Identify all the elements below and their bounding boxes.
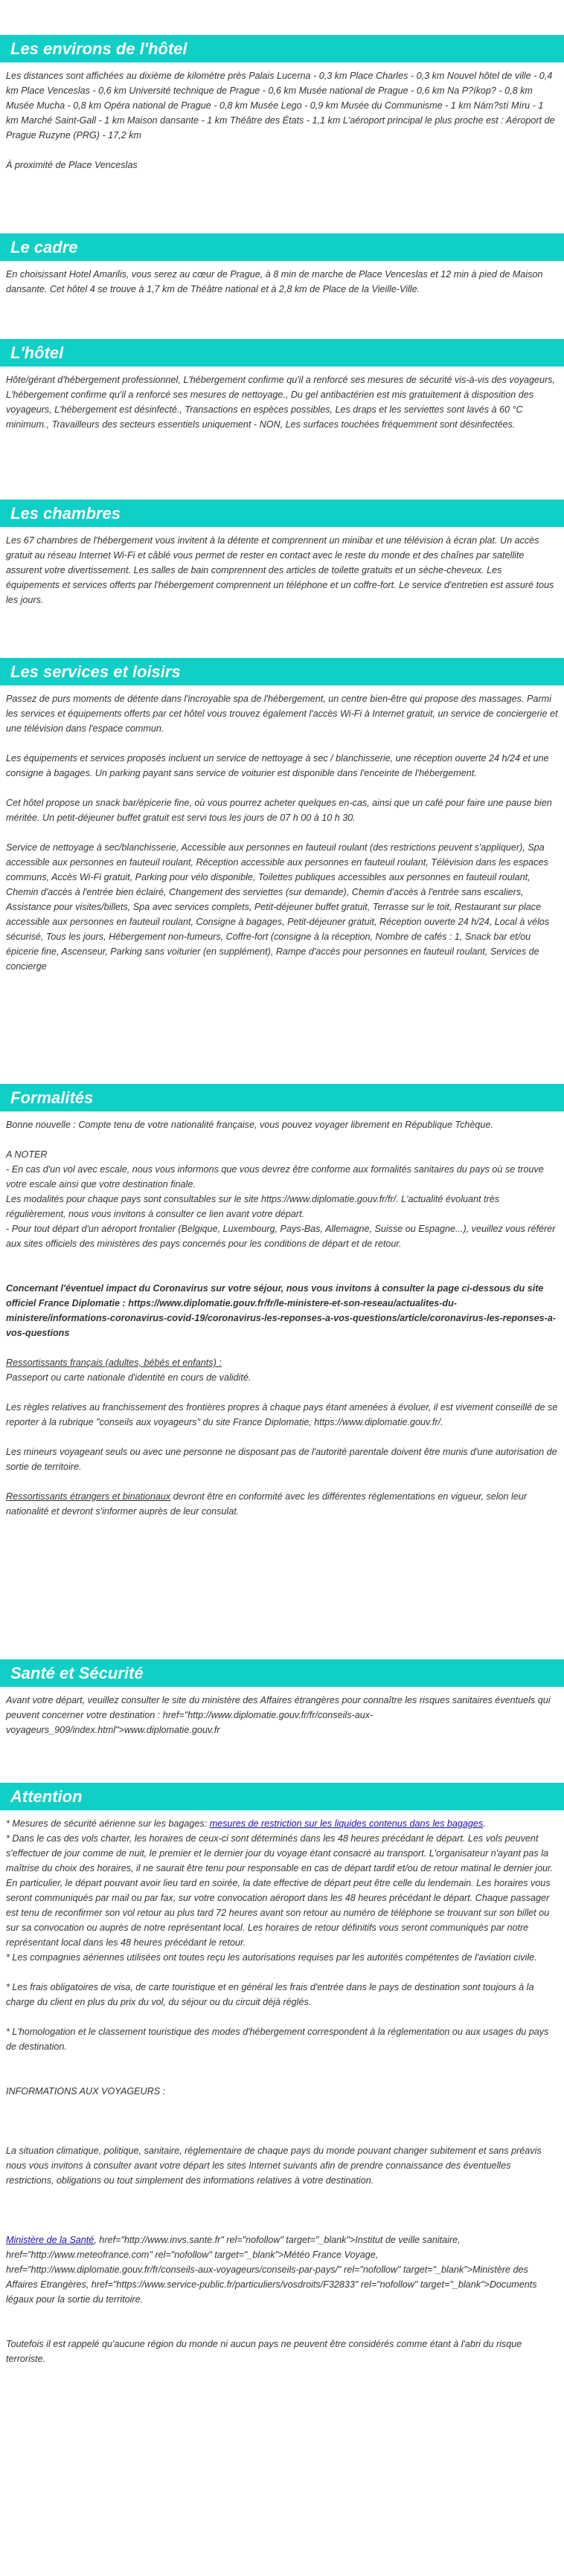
section-formalites [0,1084,564,1534]
section-title: Les services et loisirs [0,658,564,685]
paragraph: Les 67 chambres de l'hébergement vous invitent à la détente et comprennent un minibar et une télévision à écran plat. Un accès gratuit au réseau Internet Wi-Fi et câblé vous permet de rester en contact avec le reste du monde et des chaînes par satellite assurent votre divertissement. Les salles de bain comprennent des articles de toilette gratuits et un sèche-cheveux. Les équipements et services offerts par l'hébergement comprennent un téléphone et un coffre-fort. Le service d'entretien est assuré tous les jours. [6,535,554,605]
paragraph: Bonne nouvelle : Compte tenu de votre nationalité française, vous pouvez voyager librement en République Tchèque. [6,1120,493,1130]
links-text: , href="http://www.invs.sante.fr" rel="nofollow" target="_blank">Institut de veille sanitaire, href="http://www.meteofrance.com" rel="nofollow" target="_blank">Météo France Voyage, href="http://www.diplomatie.gouv.fr/fr/conseils-aux-voyageurs/conseils-par-pays/" rel="nofollow" target="_blank">Ministère des Affaires Etrangères, href="https://www.service-public.fr/particuliers/vosdroits/F32833" rel="nofollow" target="_blank">Documents légaux pour la sortie du territoire. [6,2235,537,2305]
paragraph: * L'homologation et le classement touristique des modes d'hébergement correspondent à la réglementation ou aux usages du pays de destination. [6,2027,549,2052]
paragraph: * Les compagnies aériennes utilisées ont toutes reçu les autorisations requises par les autorités compétentes de l'aviation civile. [6,1952,537,1963]
paragraph: Passez de purs moments de détente dans l'incroyable spa de l'hébergement, un centre bien-être qui propose des massages. Parmi les services et équipements offerts par cet hôtel vous trouvez également l'accès Wi-Fi à Internet gratuit, un service de conciergerie et une télévision dans l'espace commun. [6,694,558,734]
paragraph: Les distances sont affichées au dixième de kilomètre près Palais Lucerna - 0,3 km Place Charles - 0,3 km Nouvel hôtel de ville - 0,4 km Place Venceslas - 0,6 km Université technique de Prague - 0,6 km Musée national de Prague - 0,6 km Na P?íkop? - 0,8 km Musée Mucha - 0,8 km Opéra national de Prague - 0,8 km Musée Lego - 0,9 km Musée du Communisme - 1 km Nám?stí Míru - 1 km Marché Saint-Gall - 1 km Maison dansante - 1 km Théâtre des États - 1,1 km L'aéroport principal le plus proche est : Aéroport de Prague Ruzyne (PRG) - 17,2 km [6,71,555,141]
paragraph: Cet hôtel propose un snack bar/épicerie fine, où vous pourrez acheter quelques en-cas, ainsi que un café pour faire une pause bien méritée. Un petit-déjeuner buffet gratuit est servi tous les jours de 07 h 00 à 10 h 30. [6,798,552,823]
section-chambres [0,500,564,622]
paragraph: * Les frais obligatoires de visa, de carte touristique et en général les frais d'entrée dans le pays de destination sont toujours à la charge du client en plus du prix du vol, du séjour ou du circuit déjà réglés. [6,1982,534,2007]
paragraph: À proximité de Place Venceslas [6,160,138,170]
section-title: Le cadre [0,233,564,261]
paragraph [6,2233,558,2307]
paragraph: Les règles relatives au franchissement des frontières propres à chaque pays étant amenées à évoluer, il est vivement conseillé de se reporter à la rubrique "conseils aux voyageurs" du site France Diplomatie, https://www.diplomatie.gouv.fr/. [6,1402,558,1427]
paragraph: Les équipements et services proposés incluent un service de nettoyage à sec / blanchisserie, une réception ouverte 24 h/24 et une consigne à bagages. Un parking payant sans service de voiturier est disponible dans l'enceinte de l'hébergement. [6,753,549,778]
info-heading: INFORMATIONS AUX VOYAGEURS : [6,2086,166,2096]
french-nationals-label: Ressortissants français (adultes, bébés et enfants) : [6,1358,222,1368]
note-line: Les modalités pour chaque pays sont consultables sur le site https://www.diplomatie.gouv.fr/fr/. L'actualité évoluant très régulièrement, nous vous invitons à consulter ce lien avant votre départ. [6,1194,499,1219]
paragraph: Avant votre départ, veuillez consulter le site du ministère des Affaires étrangères pour connaître les risques sanitaires éventuels qui peuvent concerner votre destination : href="http://www.diplomatie.gouv.fr/fr/conseils-aux-voyageurs_909/index.html">www.diplomatie.gouv.fr [6,1695,551,1735]
section-cadre [0,233,564,311]
paragraph [6,1489,558,1519]
section-title: Attention [0,1783,564,1810]
section-title: Les environs de l'hôtel [0,35,564,62]
note-heading: A NOTER [6,1149,48,1160]
section-services [0,658,564,989]
section-environs [0,35,564,187]
bag-prefix: * Mesures de sécurité aérienne sur les bagages: [6,1818,210,1829]
section-title: Les chambres [0,500,564,527]
bag-suffix: . [483,1818,486,1829]
paragraph: Toutefois il est rappelé qu'aucune région du monde ni aucun pays ne peuvent être considérés comme étant à l'abri du risque terroriste. [6,2339,522,2364]
health-ministry-link[interactable]: Ministère de la Santé [6,2235,94,2245]
section-title: L'hôtel [0,339,564,367]
section-sante [0,1659,564,1752]
paragraph: Passeport ou carte nationale d'identité en cours de validité. [6,1372,251,1383]
paragraph: Service de nettoyage à sec/blanchisserie, Accessible aux personnes en fauteuil roulant (des restrictions peuvent s'appliquer), Spa accessible aux personnes en fauteuil roulant, Réception accessible aux personnes en fauteuil roulant, Télévision dans les espaces communs, Accès Wi-Fi gratuit, Parking pour vélo disponible, Toilettes publiques accessibles aux personnes en fauteuil roulant, Chemin d'accès à l'entrée bien éclairé, Changement des serviettes (sur demande), Chemin d'accès à l'entrée sans escaliers, Assistance pour visites/billets, Spa avec services complets, Petit-déjeuner buffet gratuit, Terrasse sur le toit, Restaurant sur place accessible aux personnes en fauteuil roulant, Consigne à bagages, Petit-déjeuner gratuit, Réception ouverte 24 h/24, Local à vélos sécurisé, Tous les jours, Hébergement non-fumeurs, Coffre-fort (consigne à la réception, Nombre de cafés : 1, Snack bar et/ou épicerie fine, Ascenseur, Parking sans voiturier (en supplément), Rampe d'accès pour personnes en fauteuil roulant, Services de concierge [6,842,550,972]
foreign-nationals-label: Ressortissants étrangers et binationaux [6,1491,171,1502]
section-hotel [0,339,564,447]
paragraph [6,1816,558,1831]
covid-notice: Concernant l'éventuel impact du Coronavirus sur votre séjour, nous vous invitons à consulter la page ci-dessous du site officiel France Diplomatie : https://www.diplomatie.gouv.fr/fr/le-ministere-et-son-reseau/actualites-du-ministere/informations-coronavirus-covid-19/coronavirus-les-reponses-a-vos-questions/article/coronavirus-les-reponses-a-vos-questions [6,1283,557,1338]
foreign-nationals-text: devront être en conformité avec les différentes réglementations en vigueur, selon leur nationalité et devront s'informer auprès de leur consulat. [6,1491,528,1517]
paragraph: En choisissant Hotel Amarilis, vous serez au cœur de Prague, à 8 min de marche de Place Venceslas et 12 min à pied de Maison dansante. Cet hôtel 4 se trouve à 1,7 km de Théâtre national et à 2,8 km de Place de la Vieille-Ville. [6,269,543,294]
section-attention [0,1783,564,2381]
note-line: - Pour tout départ d'un aéroport frontalier (Belgique, Luxembourg, Pays-Bas, Allemagne, Suisse ou Espagne...), veuillez vous référer aux sites officiels des ministères des pays concernés pour les conditions de départ et de retour. [6,1224,556,1249]
paragraph: Les mineurs voyageant seuls ou avec une personne ne disposant pas de l'autorité parentale doivent être munis d'une autorisation de sortie de territoire. [6,1447,557,1472]
paragraph: * Dans le cas des vols charter, les horaires de ceux-ci sont déterminés dans les 48 heures précédant le départ. Les vols peuvent s'effectuer de jour comme de nuit, le premier et le dernier jour du voyage étant consacré au transport. L'organisateur n'ayant pas la maîtrise du choix des horaires, il ne saurait être tenu pour responsable en cas de départ tardif et/ou de retour matinal le dernier jour. En particulier, le départ pouvant avoir lieu tard en soirée, la date effective de départ peut être celle du lendemain. Les horaires vous seront communiqués par mail ou par fax, sur votre convocation aéroport dans les 48 heures précédant le départ. Chaque passager est tenu de reconfirmer son vol retour au plus tard 72 heures avant son retour au numéro de téléphone se trouvant sur son billet ou sur sa convocation ou auprès de notre représentant local. Les horaires de retour définitifs vous seront communiqués par notre représentant local dans les 48 heures précédant le retour. [6,1833,554,1948]
liquid-restrictions-link[interactable]: mesures de restriction sur les liquides contenus dans les bagages [209,1818,484,1829]
paragraph: Hôte/gérant d'hébergement professionnel, L'hébergement confirme qu'il a renforcé ses mesures de sécurité vis-à-vis des voyageurs, L'hébergement confirme qu'il a renforcé ses mesures de nettoyage., Du gel antibactérien est mis gratuitement à disposition des voyageurs, L'hébergement est désinfecté., Transactions en espèces possibles, Les draps et les serviettes sont lavés à 60 °C minimum., Travailleurs des secteurs essentiels uniquement - NON, Les surfaces touchées fréquemment sont désinfectées. [6,375,556,430]
section-title: Formalités [0,1084,564,1111]
section-title: Santé et Sécurité [0,1659,564,1687]
note-line: - En cas d'un vol avec escale, nous vous informons que vous devrez être conforme aux formalités sanitaires du pays où se trouve votre escale ainsi que votre destination finale. [6,1164,544,1189]
paragraph: La situation climatique, politique, sanitaire, réglementaire de chaque pays du monde pouvant changer subitement et sans préavis nous vous invitons à consulter avant votre départ les sites Internet suivants afin de prendre connaissance des éventuelles restrictions, obligations ou tout simplement des informations relatives à votre destination. [6,2146,542,2186]
